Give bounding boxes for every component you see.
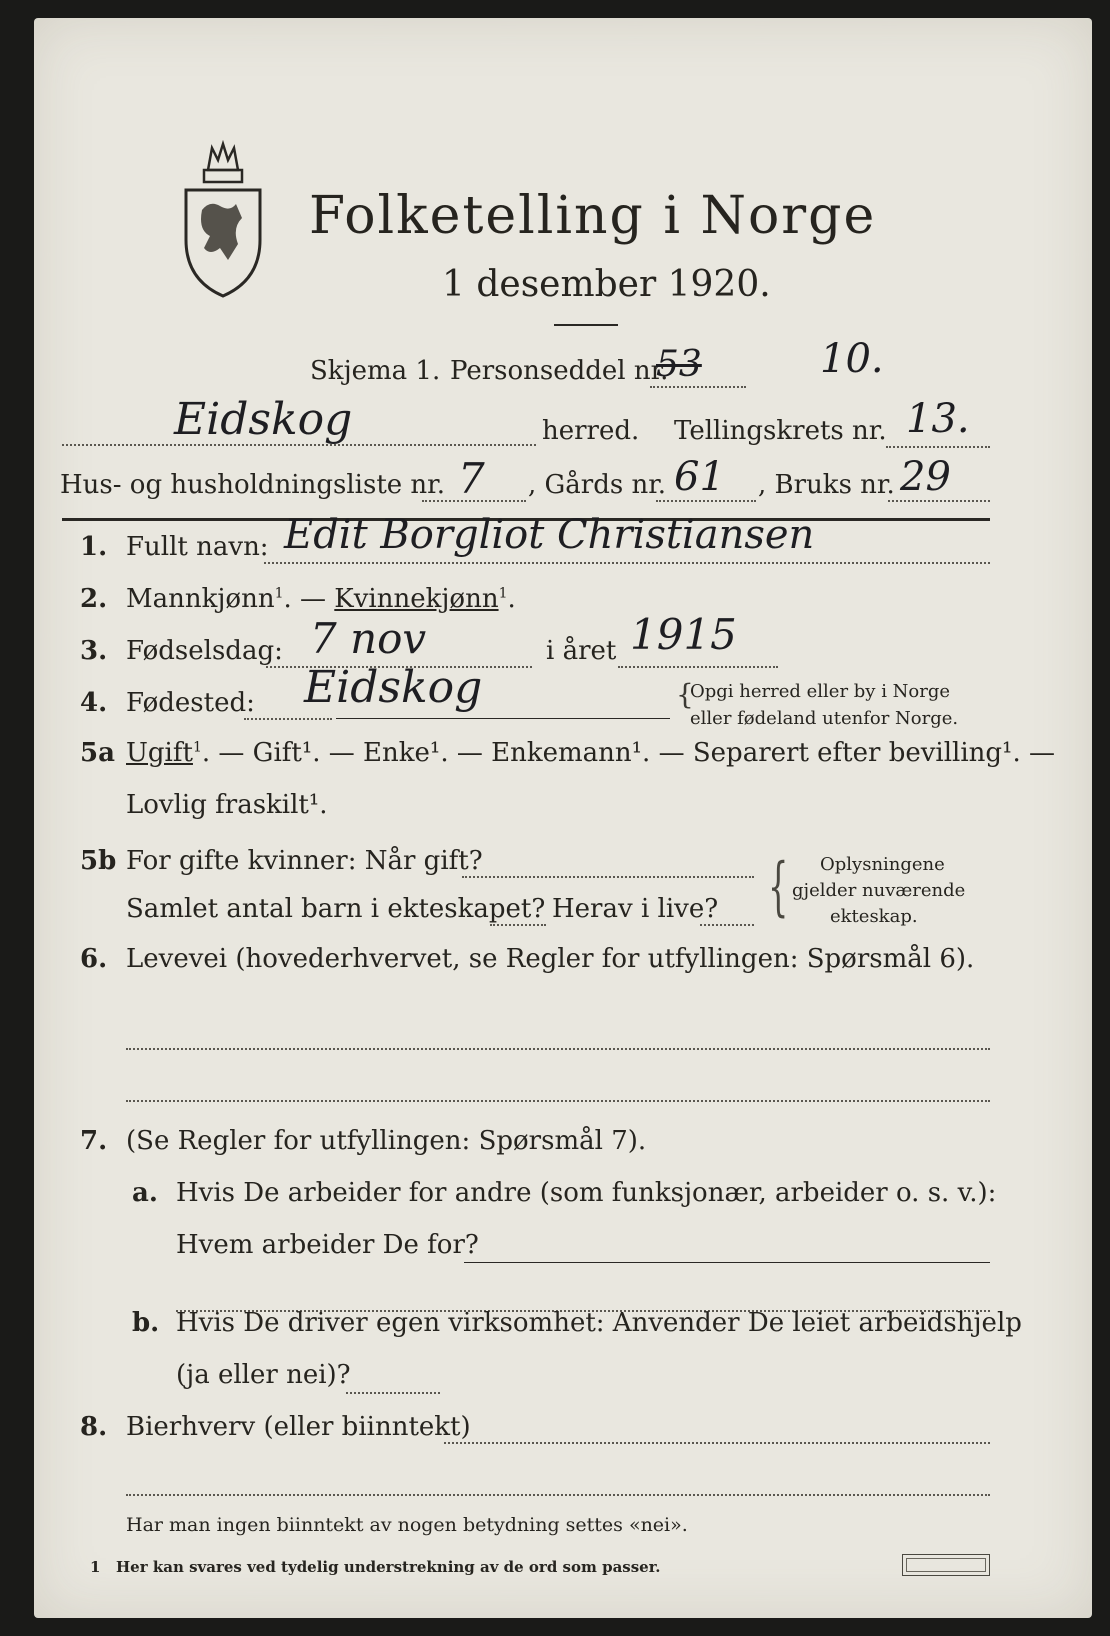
form-subtitle: 1 desember 1920. xyxy=(442,264,771,305)
q4-line-a xyxy=(244,718,332,720)
q8-label: Bierhverv (eller biinntekt) xyxy=(126,1412,471,1442)
q6-line-1 xyxy=(126,1048,990,1050)
q1-label: Fullt navn: xyxy=(126,532,269,562)
footnote-text: Her kan svares ved tydelig understrekning av de ord som passer. xyxy=(116,1558,661,1576)
q2-end: . xyxy=(507,584,516,614)
title-rule xyxy=(554,324,618,326)
q7a-line2-blank xyxy=(464,1262,990,1263)
q7b-line1: Hvis De driver egen virksomhet: Anvender De leiet arbeidshjelp xyxy=(176,1308,1022,1338)
q2-female-sup: 1 xyxy=(498,585,508,602)
q7a-line1: Hvis De arbeider for andre (som funksjonær, arbeider o. s. v.): xyxy=(176,1178,997,1208)
footnote-mark: 1 xyxy=(90,1558,101,1576)
q4-number: 4. xyxy=(80,688,108,718)
q8-line-2 xyxy=(126,1494,990,1496)
q3-year-value: 1915 xyxy=(630,610,737,659)
personseddel-value: 10. xyxy=(820,336,884,382)
q8-number: 8. xyxy=(80,1412,108,1442)
q7b-line2: (ja eller nei)? xyxy=(176,1360,351,1390)
q5b-note-2: gjelder nuværende xyxy=(792,880,966,901)
q6-number: 6. xyxy=(80,944,108,974)
q5b-line1-blank xyxy=(462,876,754,878)
tellingskrets-label: Tellingskrets nr. xyxy=(674,416,887,446)
q2-male: Mannkjønn xyxy=(126,584,275,614)
skjema-label: Skjema 1. xyxy=(310,356,441,386)
q6-line-2 xyxy=(126,1100,990,1102)
q4-line-b xyxy=(336,718,670,719)
q3-year-label: i året xyxy=(546,636,617,666)
q3-number: 3. xyxy=(80,636,108,666)
q1-line xyxy=(264,562,990,564)
q2-female: Kvinnekjønn xyxy=(334,584,499,614)
q5a-line1: Ugift$^1$. — Gift¹. — Enke¹. — Enkemann¹. — Separert efter bevilling¹. — xyxy=(126,738,1056,768)
q7-number: 7. xyxy=(80,1126,108,1156)
gards-value: 61 xyxy=(674,454,725,500)
q3-label: Fødselsdag: xyxy=(126,636,283,666)
bruks-line xyxy=(888,500,990,502)
q5b-brace: { xyxy=(768,850,789,924)
q1-number: 1. xyxy=(80,532,108,562)
personseddel-line xyxy=(650,386,746,388)
q3-year-line xyxy=(618,666,778,668)
q2-number: 2. xyxy=(80,584,108,614)
coat-of-arms-icon xyxy=(180,140,266,300)
q3-value: 7 nov xyxy=(310,614,427,663)
personseddel-label: Personseddel nr. xyxy=(450,356,669,386)
herred-label: herred. xyxy=(542,416,640,446)
q5b-line2-blank xyxy=(490,924,546,926)
q7b-line2-blank xyxy=(346,1392,440,1394)
q5b-line1: For gifte kvinner: Når gift? xyxy=(126,846,483,876)
q7b-number: b. xyxy=(132,1308,160,1338)
q5b-number: 5b xyxy=(80,846,117,876)
q7-label: (Se Regler for utfyllingen: Spørsmål 7). xyxy=(126,1126,647,1156)
gards-label: , Gårds nr. xyxy=(528,470,667,500)
q5b-herav-blank xyxy=(700,924,754,926)
q5b-note-3: ekteskap. xyxy=(830,906,918,927)
q2-sep: . — xyxy=(283,584,335,614)
herred-value: Eidskog xyxy=(174,394,353,445)
q8-line xyxy=(444,1442,990,1444)
q5b-herav: Herav i live? xyxy=(552,894,719,924)
q1-value: Edit Borgliot Christiansen xyxy=(284,512,815,558)
hus-value: 7 xyxy=(458,454,485,503)
q4-note-2: eller fødeland utenfor Norge. xyxy=(690,708,959,729)
tellingskrets-value: 13. xyxy=(906,396,970,442)
q4-brace: { xyxy=(676,678,694,711)
census-form xyxy=(34,18,1092,1618)
gards-line xyxy=(656,500,756,502)
q7a-line2: Hvem arbeider De for? xyxy=(176,1230,479,1260)
q5a-number: 5a xyxy=(80,738,115,768)
note-bottom: Har man ingen biinntekt av nogen betydning settes «nei». xyxy=(126,1514,688,1536)
q5a-line2: Lovlig fraskilt¹. xyxy=(126,790,328,820)
q2-male-sup: 1 xyxy=(274,585,284,602)
q4-value: Eidskog xyxy=(304,662,483,713)
q6-label: Levevei (hovederhvervet, se Regler for utfyllingen: Spørsmål 6). xyxy=(126,944,975,974)
bruks-value: 29 xyxy=(900,454,951,500)
q4-note-1: Opgi herred eller by i Norge xyxy=(690,681,951,702)
printer-stamp xyxy=(902,1554,990,1576)
q5b-note-1: Oplysningene xyxy=(820,854,945,875)
hus-label: Hus- og husholdningsliste nr. xyxy=(60,470,446,500)
q4-label: Fødested: xyxy=(126,688,255,718)
q5b-line2: Samlet antal barn i ekteskapet? xyxy=(126,894,546,924)
tellingskrets-line xyxy=(886,446,990,448)
q2-text xyxy=(126,584,516,614)
bruks-label: , Bruks nr. xyxy=(758,470,895,500)
q7a-number: a. xyxy=(132,1178,158,1208)
q5a-ugift: Ugift xyxy=(126,738,193,768)
q5a-line1-rest: . — Gift¹. — Enke¹. — Enkemann¹. — Separert efter bevilling¹. — xyxy=(201,738,1056,768)
personseddel-struck: 53 xyxy=(656,344,702,385)
form-title: Folketelling i Norge xyxy=(309,186,877,246)
